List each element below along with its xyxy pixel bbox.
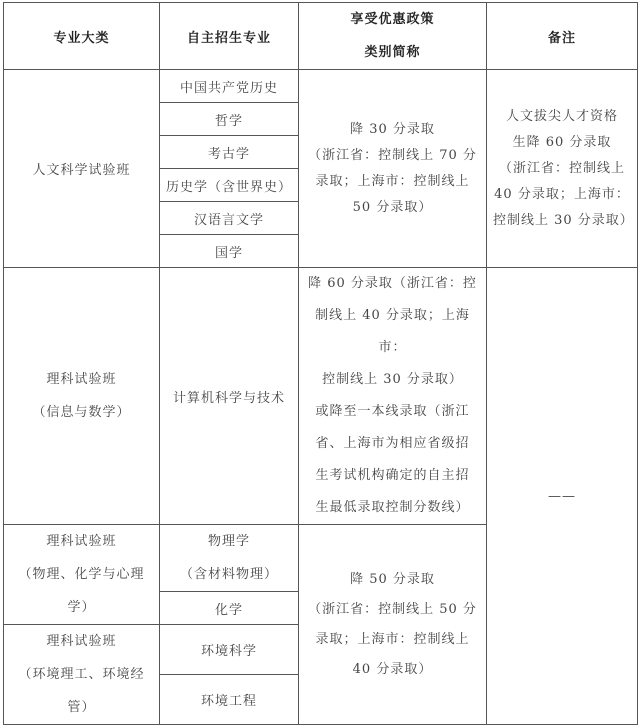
major-cell: 化学 bbox=[160, 592, 299, 625]
header-row bbox=[4, 3, 638, 70]
major-cell: 考古学 bbox=[160, 136, 299, 169]
policy-humanities: 降 30 分录取 （浙江省：控制线上 70 分 录取；上海市：控制线上 50 分录取） bbox=[299, 70, 487, 268]
category-phys-chem-psy: 理科试验班 （物理、化学与心理学） bbox=[4, 525, 160, 625]
category-info-math: 理科试验班 （信息与数学） bbox=[4, 268, 160, 525]
major-cell: 中国共产党历史 bbox=[160, 70, 299, 103]
header-major: 自主招生专业 bbox=[160, 3, 299, 70]
header-policy bbox=[299, 3, 487, 70]
table-row bbox=[4, 268, 638, 525]
major-cell: 汉语言文学 bbox=[160, 202, 299, 235]
table-row bbox=[4, 70, 638, 103]
remark-humanities: 人文拔尖人才资格 生降 60 分录取 （浙江省：控制线上 40 分录取；上海市： 控制线上 30 分录取） bbox=[487, 70, 638, 268]
major-cell: 计算机科学与技术 bbox=[160, 268, 299, 525]
header-policy-line1: 享受优惠政策 bbox=[350, 12, 435, 27]
policy-info-math: 降 60 分录取（浙江省：控 制线上 40 分录取；上海市： 控制线上 30 分录取） 或降至一本线录取（浙江 省、上海市为相应省级招 生考试机构确定的自主招 生最低录取控制分数线） bbox=[299, 268, 487, 525]
admission-policy-table bbox=[3, 2, 638, 725]
header-category: 专业大类 bbox=[4, 3, 160, 70]
remark-science: —— bbox=[487, 268, 638, 725]
major-cell: 国学 bbox=[160, 235, 299, 268]
category-humanities: 人文科学试验班 bbox=[4, 70, 160, 268]
header-remark: 备注 bbox=[487, 3, 638, 70]
category-environment: 理科试验班 （环境理工、环境经管） bbox=[4, 625, 160, 725]
major-cell: 物理学 （含材料物理） bbox=[160, 525, 299, 592]
major-cell: 环境工程 bbox=[160, 675, 299, 725]
header-policy-line2: 类别简称 bbox=[364, 45, 421, 60]
major-cell: 环境科学 bbox=[160, 625, 299, 675]
major-cell: 历史学（含世界史） bbox=[160, 169, 299, 202]
policy-phys-env: 降 50 分录取 （浙江省：控制线上 50 分 录取；上海市：控制线上 40 分录取） bbox=[299, 525, 487, 725]
major-cell: 哲学 bbox=[160, 103, 299, 136]
